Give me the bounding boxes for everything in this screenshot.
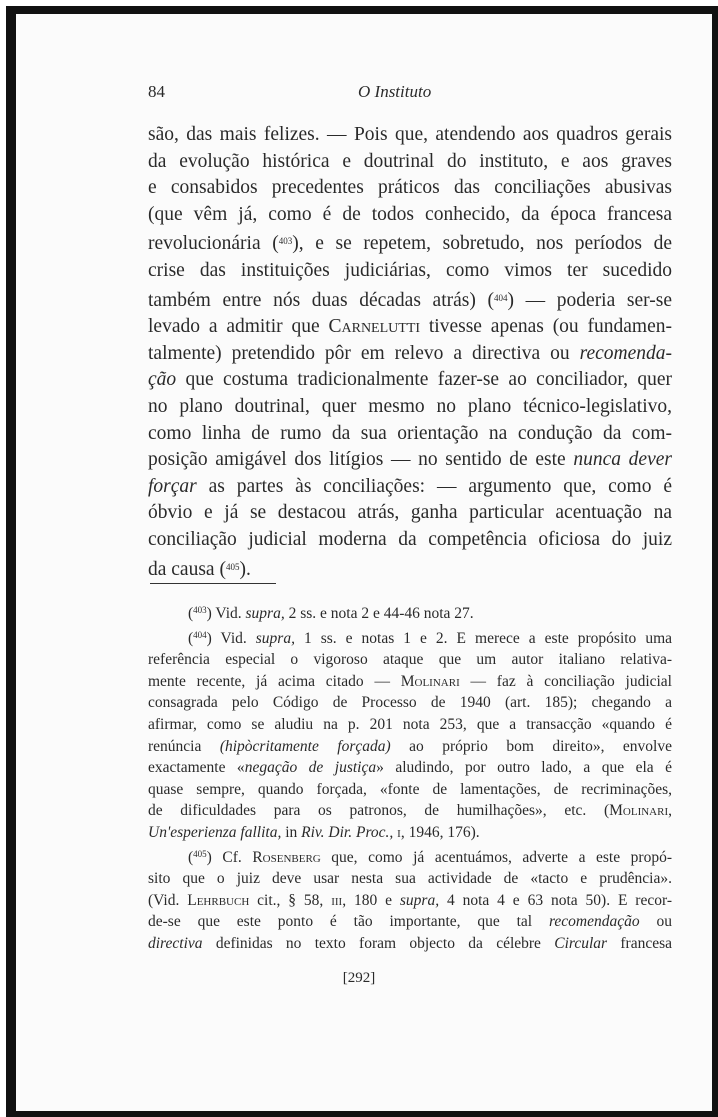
- footnote-405-line: de-se que este ponto é tão importante, que tal recomendação ou: [148, 913, 673, 931]
- footnote-405-line: sito que o juiz deve usar nesta sua actividade de «tacto e prudência».: [148, 870, 672, 888]
- body-line: revolucionária ($^{403}$), e se repetem, sobretudo, nos períodos de: [148, 233, 672, 255]
- footnote-404-line: exactamente «negação de justiça» aludindo, por outro lado, a que ela é: [148, 759, 672, 777]
- footnote-404-line: renúncia (hipòcritamente forçada) ao próprio bom direito», envolve: [148, 737, 672, 755]
- folio-number: [292]: [342, 970, 376, 986]
- body-line: também entre nós duas décadas atrás) ($^{404}$) — poderia ser-se: [148, 289, 672, 311]
- footnote-ref: 404: [494, 292, 508, 303]
- body-text: [148, 122, 672, 583]
- footnote-405-line: directiva definidas no texto foram objecto da célebre Circular francesa: [148, 934, 673, 952]
- footnote-405-line: (Vid. Lehrbuch cit., § 58, iii, 180 e supra, 4 nota 4 e 63 nota 50). E recor-: [148, 891, 672, 909]
- body-line: crise das instituições judiciárias, como vimos ter sucedido: [148, 259, 672, 281]
- footnotes: [148, 600, 672, 955]
- body-line: da causa ($^{405}$).: [148, 558, 251, 580]
- body-line: e consabidos precedentes práticos das conciliações abusivas: [148, 177, 672, 199]
- footnote-404-line: referência especial o vigoroso ataque que um autor italiano relativa-: [148, 651, 672, 669]
- footnote-separator: [150, 583, 276, 584]
- body-line: óbvio e já se destacou atrás, ganha particular acentuação na: [148, 502, 672, 524]
- footnote-404-line: Un'esperienza fallita, in Riv. Dir. Proc., i, 1946, 176).: [148, 823, 480, 841]
- footnote-ref: 403: [278, 236, 293, 247]
- body-line: levado a admitir que Carnelutti tivesse apenas (ou fundamen-: [148, 316, 672, 338]
- body-line: talmente) pretendido pôr em relevo a directiva ou recomenda-: [148, 342, 672, 364]
- footnote-404-line: afirmar, como se aludiu na p. 201 nota 253, que a transacção «quando é: [148, 715, 672, 733]
- running-header: [148, 82, 568, 106]
- body-line: como linha de rumo da sua orientação na condução da com-: [148, 422, 672, 444]
- footnote-404-line: de dificuldades para os patronos, de humilhações», etc. (Molinari,: [148, 802, 672, 820]
- body-line: são, das mais felizes. — Pois que, atendendo aos quadros gerais: [148, 124, 672, 145]
- running-title: O Instituto: [358, 82, 432, 101]
- footnote-404-line: mente recente, já acima citado — Molinari — faz à conciliação judicial: [148, 672, 672, 690]
- body-line: (que vêm já, como é de todos conhecido, da época francesa: [148, 203, 672, 225]
- body-line: no plano doutrinal, quer mesmo no plano técnico-legislativo,: [148, 395, 672, 417]
- page-number: 84: [148, 82, 165, 101]
- footnote-404-line: ($^{404}$) Vid. supra, 1 ss. e notas 1 e 2. E merece a este propósito uma: [188, 629, 673, 647]
- footnote-404-line: quase sempre, quando forçada, «fonte de lamentações, de recriminações,: [148, 780, 672, 798]
- author-name: Carnelutti: [328, 316, 421, 338]
- body-line: conciliação judicial moderna da competência oficiosa do juiz: [148, 528, 672, 550]
- footnote-404-line: consagrada pelo Código de Processo de 1940 (art. 185); chegando a: [148, 694, 672, 712]
- footnote-403: ($^{403}$) Vid. supra, 2 ss. e nota 2 e 44-46 nota 27.: [188, 605, 474, 622]
- body-line: da evolução histórica e doutrinal do instituto, e aos graves: [148, 150, 672, 172]
- footnote-405-line: ($^{405}$) Cf. Rosenberg que, como já acentuámos, adverte a este propó-: [188, 848, 672, 866]
- body-line: forçar as partes às conciliações: — argumento que, como é: [148, 475, 672, 497]
- footnote-ref: 405: [225, 561, 240, 572]
- body-line: posição amigável dos litígios — no sentido de este nunca dever: [148, 449, 672, 471]
- body-line: ção que costuma tradicionalmente fazer-se ao conciliador, quer: [148, 369, 672, 391]
